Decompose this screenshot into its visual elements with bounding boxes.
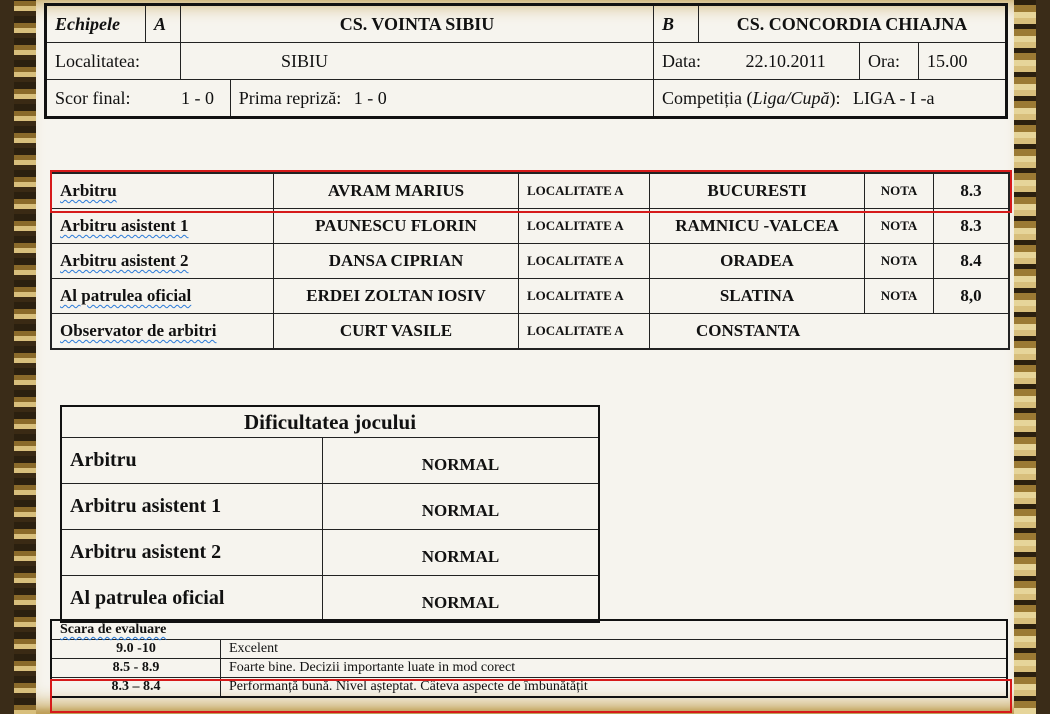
difficulty-row: [61, 530, 599, 576]
difficulty-role: Arbitru asistent 1: [61, 484, 323, 530]
official-name: DANSA CIPRIAN: [274, 244, 519, 279]
localitatea-label: Localitatea:: [46, 43, 181, 80]
nota-value: 8.4: [934, 244, 1010, 279]
echipele-label: Echipele: [46, 5, 146, 43]
official-role: Arbitru asistent 1: [60, 216, 189, 235]
official-name: CURT VASILE: [274, 314, 519, 350]
localitate-label: LOCALITATE A: [519, 314, 650, 350]
data-value: 22.10.2011: [745, 50, 826, 71]
prima-label: Prima repriză:: [238, 87, 342, 108]
official-city: RAMNICU -VALCEA: [650, 209, 865, 244]
scale-desc: Foarte bine. Decizii importante luate in mod corect: [221, 659, 1008, 678]
difficulty-value: NORMAL: [323, 438, 600, 484]
data-label: Data:: [661, 50, 701, 71]
difficulty-value: NORMAL: [323, 530, 600, 576]
team-b-letter: B: [653, 5, 698, 43]
difficulty-row: [61, 438, 599, 484]
scor-cell: [46, 80, 231, 118]
scale-desc: Excelent: [221, 640, 1008, 659]
scale-row: [51, 640, 1007, 659]
ora-value: 15.00: [919, 43, 1007, 80]
officials-table: [50, 172, 1010, 350]
prima-value: 1 - 0: [353, 87, 387, 108]
ora-label: Ora:: [860, 43, 919, 80]
scale-range: 8.5 - 8.9: [51, 659, 221, 678]
official-role: Al patrulea oficial: [60, 286, 192, 305]
official-row: [51, 244, 1009, 279]
difficulty-row: [61, 484, 599, 530]
data-cell: [653, 43, 859, 80]
scale-title: [51, 620, 1007, 640]
nota-label: NOTA: [865, 244, 934, 279]
burnt-edge-left: [14, 0, 36, 714]
official-role: Arbitru asistent 2: [60, 251, 189, 270]
nota-label: NOTA: [865, 209, 934, 244]
competitia-suffix: ):: [829, 87, 841, 108]
official-row: [51, 173, 1009, 209]
scale-range: 9.0 -10: [51, 640, 221, 659]
difficulty-value: NORMAL: [323, 484, 600, 530]
official-city: SLATINA: [650, 279, 865, 314]
scale-range: 8.3 – 8.4: [51, 678, 221, 698]
difficulty-table: [60, 405, 600, 623]
competitia-prefix: Competiția (: [661, 87, 753, 108]
evaluation-scale-table: [50, 619, 1008, 698]
burnt-edge-right: [1014, 0, 1036, 714]
official-name: PAUNESCU FLORIN: [274, 209, 519, 244]
localitate-label: LOCALITATE A: [519, 244, 650, 279]
scale-row: [51, 678, 1007, 698]
team-b-name: CS. CONCORDIA CHIAJNA: [698, 5, 1006, 43]
difficulty-row: [61, 576, 599, 623]
difficulty-role: Arbitru asistent 2: [61, 530, 323, 576]
scor-label: Scor final:: [55, 87, 131, 108]
difficulty-role: Al patrulea oficial: [61, 576, 323, 623]
official-role: Arbitru: [60, 181, 117, 200]
scale-desc: Performanță bună. Nivel așteptat. Câteva aspecte de îmbunătățit: [221, 678, 1008, 698]
team-a-name: CS. VOINTA SIBIU: [181, 5, 654, 43]
match-header-table: [44, 3, 1008, 119]
difficulty-value: NORMAL: [323, 576, 600, 623]
prima-cell: [230, 80, 653, 118]
localitate-label: LOCALITATE A: [519, 209, 650, 244]
scale-row: [51, 659, 1007, 678]
nota-label: NOTA: [865, 173, 934, 209]
official-city: CONSTANTA: [650, 314, 1010, 350]
competitia-value: LIGA - I -a: [852, 87, 935, 108]
official-role: Observator de arbitri: [60, 321, 217, 340]
scor-value: 1 - 0: [180, 87, 214, 108]
official-name: ERDEI ZOLTAN IOSIV: [274, 279, 519, 314]
team-a-letter: A: [146, 5, 181, 43]
nota-value: 8,0: [934, 279, 1010, 314]
nota-value: 8.3: [934, 173, 1010, 209]
official-name: AVRAM MARIUS: [274, 173, 519, 209]
nota-label: NOTA: [865, 279, 934, 314]
official-row: [51, 279, 1009, 314]
scale-title-text: Scara de evaluare: [60, 622, 167, 637]
official-row: [51, 209, 1009, 244]
nota-value: 8.3: [934, 209, 1010, 244]
localitatea-value: SIBIU: [181, 43, 654, 80]
competitia-italic: Liga/Cupă: [752, 87, 830, 108]
localitate-label: LOCALITATE A: [519, 279, 650, 314]
difficulty-title: Dificultatea jocului: [61, 406, 599, 438]
official-city: ORADEA: [650, 244, 865, 279]
difficulty-role: Arbitru: [61, 438, 323, 484]
competitia-cell: [653, 80, 1006, 118]
official-row: [51, 314, 1009, 350]
localitate-label: LOCALITATE A: [519, 173, 650, 209]
official-city: BUCURESTI: [650, 173, 865, 209]
